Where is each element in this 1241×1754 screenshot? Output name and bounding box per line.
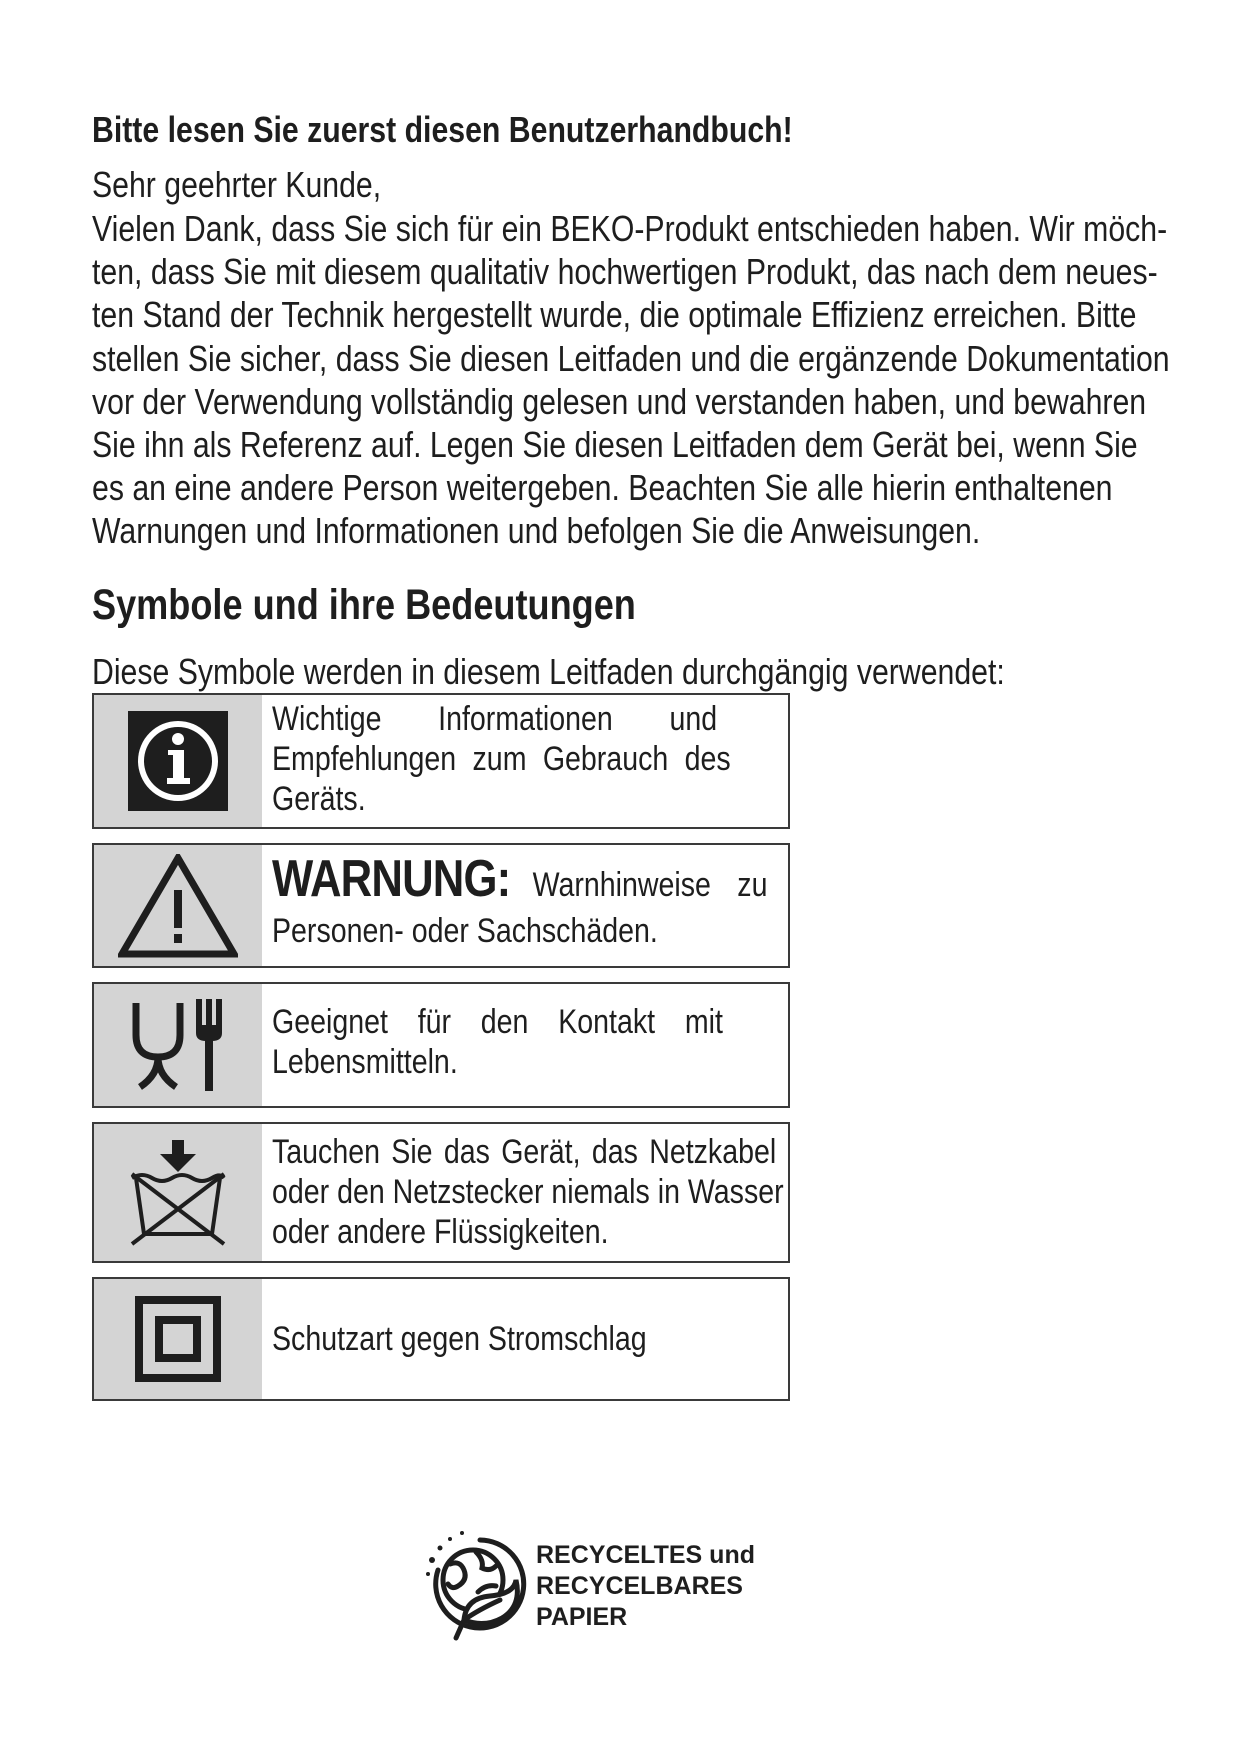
paragraph-line: vor der Verwendung vollständig gelesen und verstanden haben, und bewahren [92,380,1147,422]
no-immersion-icon [128,1138,228,1248]
paragraph-line: ten, dass Sie mit diesem qualitativ hochwertigen Produkt, das nach dem neues- [92,251,1158,293]
symbol-description [262,1124,788,1261]
intro-paragraph [92,207,1170,553]
description-line: oder den Netzstecker niemals in Wasser [272,1173,784,1211]
recycling-text-line: RECYCELBARES [536,1572,743,1600]
double-insulation-icon [135,1296,221,1382]
paragraph-line: es an eine andere Person weitergeben. Beachten Sie alle hierin enthaltenen [92,467,1113,509]
symbol-row-food-contact [92,982,790,1108]
warning-triangle-icon [118,854,238,958]
paragraph-line: Warnungen und Informationen und befolgen Sie die Anweisungen. [92,510,981,552]
paragraph-line: stellen Sie sicher, dass Sie diesen Leitfaden und die ergänzende Dokumentation [92,337,1170,379]
description-line: Tauchen Sie das Gerät, das Netzkabel [272,1133,777,1171]
warning-line [272,849,788,911]
manual-page [92,105,1170,697]
symbol-row-warning [92,843,790,968]
description-line: Wichtige Informationen und [272,700,718,738]
paragraph-line: ten Stand der Technik hergestellt wurde, die optimale Effizienz erreichen. Bitte [92,294,1137,336]
symbol-description [262,695,788,827]
section-intro: Diese Symbole werden in diesem Leitfaden durchgängig verwendet: [92,650,1005,692]
icon-cell [94,695,262,827]
icon-cell [94,984,262,1106]
paragraph-line: Vielen Dank, dass Sie sich für ein BEKO-Produkt entschieden haben. Wir möch- [92,208,1168,249]
warning-label: WARNUNG: [272,850,511,908]
warning-description: Warnhinweise zu [532,866,768,904]
symbol-description [262,1279,788,1399]
symbol-description [262,984,788,1106]
description-line: Lebensmitteln. [272,1043,458,1081]
recycling-text [536,1540,755,1633]
description-line: oder andere Flüssigkeiten. [272,1213,609,1251]
symbol-row-double-insulation [92,1277,790,1401]
description-line: Personen- oder Sachschäden. [272,912,658,950]
info-icon [128,711,228,811]
recycling-badge [418,1520,818,1660]
food-contact-icon [128,995,228,1095]
page-title: Bitte lesen Sie zuerst diesen Benutzerhandbuch! [92,109,793,150]
symbol-row-no-immersion [92,1122,790,1263]
description-line: Geräts. [272,780,366,818]
description-line: Schutzart gegen Stromschlag [272,1320,647,1358]
section-heading: Symbole und ihre Bedeutungen [92,580,636,629]
recycling-text-line: PAPIER [536,1603,628,1631]
symbol-table [92,693,790,1415]
paragraph-line: Sie ihn als Referenz auf. Legen Sie diesen Leitfaden dem Gerät bei, wenn Sie [92,423,1138,465]
greeting: Sehr geehrter Kunde, [92,164,382,205]
description-line: Empfehlungen zum Gebrauch des [272,740,731,778]
icon-cell [94,845,262,966]
symbol-row-info [92,693,790,829]
recycling-text-line: RECYCELTES und [536,1541,755,1569]
symbol-description [262,845,788,966]
description-line: Geeignet für den Kontakt mit [272,1003,723,1041]
recycled-paper-icon [418,1520,528,1650]
icon-cell [94,1279,262,1399]
icon-cell [94,1124,262,1261]
